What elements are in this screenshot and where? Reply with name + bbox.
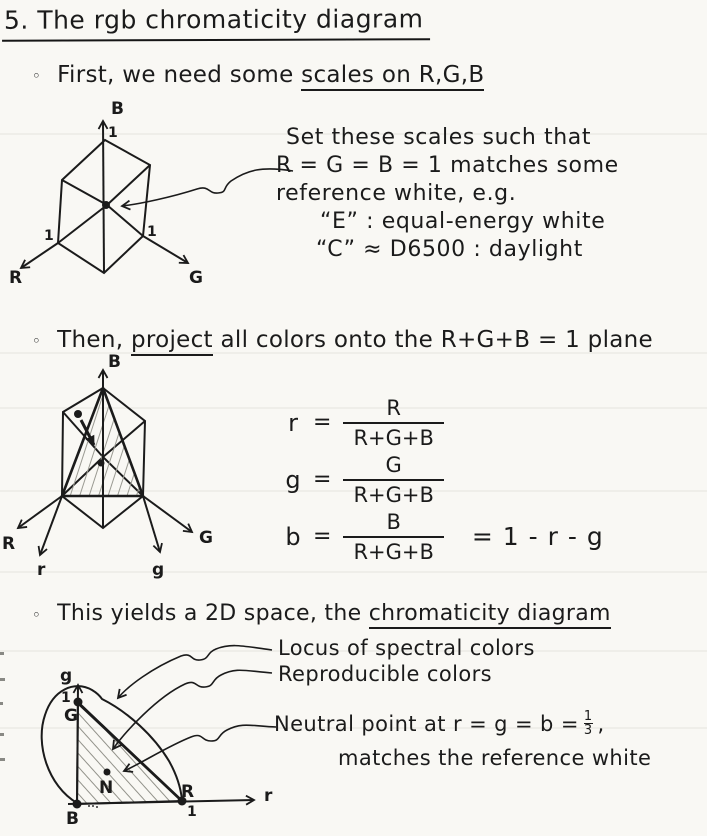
axis-label-g: g — [60, 666, 73, 686]
axis-label-B: B — [111, 99, 125, 119]
tick-label-1: 1 — [61, 690, 71, 706]
annotation-reproducible: Reproducible colors — [278, 662, 492, 686]
bullet-icon: ◦ — [32, 606, 42, 624]
projection-cube-diagram — [18, 370, 192, 555]
point-label-N: N — [99, 778, 114, 798]
bullet-2d-space-text: This yields a 2D space, the chromaticity diagram — [57, 601, 611, 626]
note-line: “E” : equal-energy white — [320, 209, 606, 234]
axis-label-R: R — [2, 534, 16, 554]
note-line: “C” ≈ D6500 : daylight — [316, 237, 583, 262]
point-label-B: B — [66, 809, 80, 829]
axis-label-g: g — [152, 560, 165, 580]
underlined-text: chromaticity diagram — [369, 601, 611, 629]
tick-label-1: 1 — [44, 228, 54, 244]
annotation-neutral-point-line2: matches the reference white — [338, 746, 652, 770]
chromaticity-diagram — [42, 646, 276, 809]
axis-label-R: R — [9, 268, 23, 288]
equation-b: b = $\frac{B}{R+G+B}$ = 1 - r - g — [285, 509, 604, 564]
bullet-scales-text: First, we need some scales on R,G,B — [57, 62, 484, 88]
bullet-project — [32, 327, 653, 353]
note-line: R = G = B = 1 matches some — [276, 153, 619, 178]
axis-label-G: G — [189, 268, 204, 288]
equation-g: g = $\frac{G}{R+G+B}$ — [285, 451, 604, 508]
bullet-scales — [32, 62, 484, 88]
note-line: Set these scales such that — [286, 125, 592, 150]
bullet-icon: ◦ — [32, 67, 42, 85]
fraction: $\frac{B}{R+G+B}$ — [343, 510, 443, 564]
chromaticity-equations — [285, 394, 604, 565]
point-label-G: G — [64, 706, 79, 726]
tick-label-1: 1 — [187, 804, 197, 820]
fraction-one-third: $\frac{1}{3}$ — [583, 709, 593, 738]
tick-label-1: 1 — [147, 224, 157, 240]
underlined-text: project — [131, 327, 213, 356]
axis-label-r: r — [264, 786, 273, 806]
fraction: $\frac{R}{R+G+B}$ — [343, 396, 443, 450]
point-label-R: R — [181, 782, 195, 802]
underlined-text: scales on R,G,B — [301, 62, 484, 91]
bullet-project-text: Then, project all colors onto the R+G+B = 1 plane — [57, 327, 653, 353]
tick-label-1: 1 — [108, 125, 118, 141]
annotation-neutral-point: Neutral point at r = g = b = $\frac{1}{3}$ , — [274, 709, 605, 738]
bullet-icon: ◦ — [32, 332, 42, 350]
page-title: 5. The rgb chromaticity diagram — [2, 4, 430, 41]
reference-white-note — [276, 124, 619, 264]
equation-r: r = $\frac{R}{R+G+B}$ — [285, 394, 604, 451]
axis-label-G: G — [199, 528, 214, 548]
axis-label-r: r — [37, 560, 46, 580]
bullet-2d-space — [32, 601, 611, 626]
annotation-spectral-locus: Locus of spectral colors — [278, 636, 535, 660]
note-line: reference white, e.g. — [276, 181, 517, 206]
rgb-cube-diagram — [21, 121, 293, 273]
axis-label-B: B — [108, 352, 122, 372]
fraction: $\frac{G}{R+G+B}$ — [343, 453, 443, 507]
